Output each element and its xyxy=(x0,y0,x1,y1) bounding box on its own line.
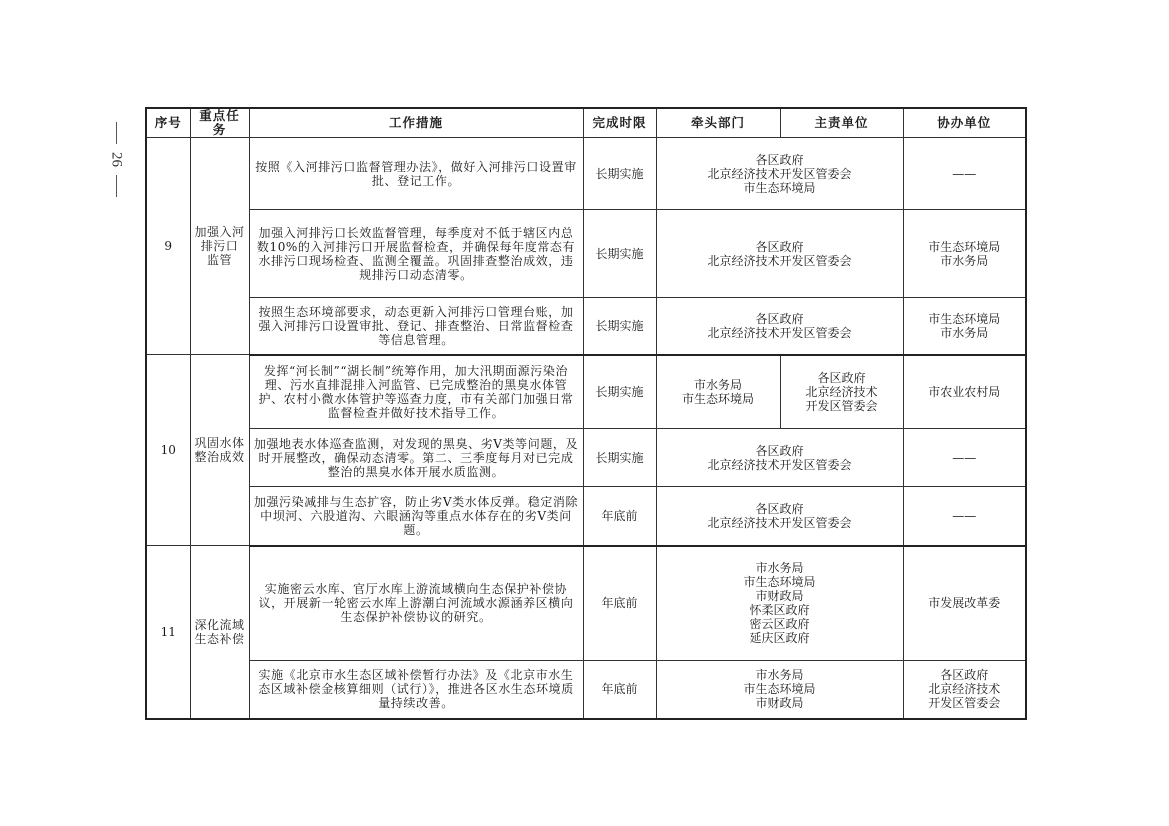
table-row xyxy=(146,429,1026,487)
table-row xyxy=(146,138,1026,210)
key-task-cell: 深化流域 生态补偿 xyxy=(190,546,249,719)
lead-main-cell: 市水务局 市生态环境局 市财政局 怀柔区政府 密云区政府 延庆区政府 xyxy=(656,546,903,661)
page-number-dash-top xyxy=(116,122,117,144)
page-number-dash-bottom xyxy=(116,175,117,197)
measure-cell: 实施《北京市水生态区域补偿暂行办法》及《北京市水生态区域补偿金核算细则（试行）》，推进各区水生态环境质量持续改善。 xyxy=(249,661,583,719)
assist-cell: 市发展改革委 xyxy=(903,546,1026,661)
measure-cell: 加强污染减排与生态扩容，防止劣Ⅴ类水体反弹。稳定消除中坝河、六股道沟、六眼涵沟等重点水体存在的劣Ⅴ类问题。 xyxy=(249,487,583,546)
seq-cell: 10 xyxy=(146,355,190,546)
header-seq: 序号 xyxy=(146,108,190,138)
measure-cell: 加强地表水体巡查监测，对发现的黑臭、劣Ⅴ类等问题，及时开展整改，确保动态清零。第二、三季度每月对已完成整治的黑臭水体开展水质监测。 xyxy=(249,429,583,487)
table-header-row xyxy=(146,108,1026,138)
measure-cell: 按照《入河排污口监督管理办法》，做好入河排污口设置审批、登记工作。 xyxy=(249,138,583,210)
deadline-cell: 年底前 xyxy=(583,661,656,719)
deadline-cell: 长期实施 xyxy=(583,429,656,487)
assist-cell: 市生态环境局 市水务局 xyxy=(903,210,1026,298)
lead-main-cell: 市水务局 市生态环境局 市财政局 xyxy=(656,661,903,719)
lead-main-cell: 各区政府 北京经济技术开发区管委会 xyxy=(656,487,903,546)
lead-main-cell: 各区政府 北京经济技术开发区管委会 xyxy=(656,298,903,355)
lead-main-cell: 各区政府 北京经济技术开发区管委会 市生态环境局 xyxy=(656,138,903,210)
measure-cell: 发挥“河长制”“湖长制”统筹作用，加大汛期面源污染治理、污水直排混排入河监管、已完成整治的黑臭水体管护、农村小微水体管护等巡查力度，市有关部门加强日常监督检查并做好技术指导工作。 xyxy=(249,355,583,429)
page-number-text: 26 xyxy=(108,152,125,167)
header-key-task: 重点任务 xyxy=(190,108,249,138)
lead-main-cell: 各区政府 北京经济技术开发区管委会 xyxy=(656,429,903,487)
header-lead-dept: 牵头部门 xyxy=(656,108,780,138)
table-row xyxy=(146,298,1026,355)
header-assist-unit: 协办单位 xyxy=(903,108,1026,138)
deadline-cell: 长期实施 xyxy=(583,210,656,298)
measure-cell: 按照生态环境部要求，动态更新入河排污口管理台账，加强入河排污口设置审批、登记、排查整治、日常监督检查等信息管理。 xyxy=(249,298,583,355)
header-deadline: 完成时限 xyxy=(583,108,656,138)
task-table xyxy=(145,107,1027,720)
measure-cell: 加强入河排污口长效监督管理，每季度对不低于辖区内总数10%的入河排污口开展监督检查，并确保每年度常态有水排污口现场检查、监测全覆盖。巩固排查整治成效，违规排污口动态清零。 xyxy=(249,210,583,298)
deadline-cell: 长期实施 xyxy=(583,298,656,355)
assist-cell: 市农业农村局 xyxy=(903,355,1026,429)
assist-cell: 各区政府 北京经济技术 开发区管委会 xyxy=(903,661,1026,719)
lead-dept-cell: 市水务局 市生态环境局 xyxy=(656,355,780,429)
header-main-unit: 主责单位 xyxy=(780,108,903,138)
deadline-cell: 长期实施 xyxy=(583,355,656,429)
header-measures: 工作措施 xyxy=(249,108,583,138)
table-row xyxy=(146,661,1026,719)
measure-cell: 实施密云水库、官厅水库上游流域横向生态保护补偿协议，开展新一轮密云水库上游潮白河流域水源涵养区横向生态保护补偿协议的研究。 xyxy=(249,546,583,661)
table-row xyxy=(146,355,1026,429)
assist-cell: —— xyxy=(903,138,1026,210)
assist-cell: —— xyxy=(903,429,1026,487)
deadline-cell: 年底前 xyxy=(583,546,656,661)
deadline-cell: 年底前 xyxy=(583,487,656,546)
deadline-cell: 长期实施 xyxy=(583,138,656,210)
assist-cell: —— xyxy=(903,487,1026,546)
table-row xyxy=(146,487,1026,546)
lead-main-cell: 各区政府 北京经济技术开发区管委会 xyxy=(656,210,903,298)
table-row xyxy=(146,210,1026,298)
seq-cell: 9 xyxy=(146,138,190,355)
assist-cell: 市生态环境局 市水务局 xyxy=(903,298,1026,355)
key-task-cell: 巩固水体 整治成效 xyxy=(190,355,249,546)
main-unit-cell: 各区政府 北京经济技术 开发区管委会 xyxy=(780,355,903,429)
table-row xyxy=(146,546,1026,661)
key-task-cell: 加强入河 排污口 监管 xyxy=(190,138,249,355)
page-number xyxy=(106,122,126,212)
seq-cell: 11 xyxy=(146,546,190,719)
